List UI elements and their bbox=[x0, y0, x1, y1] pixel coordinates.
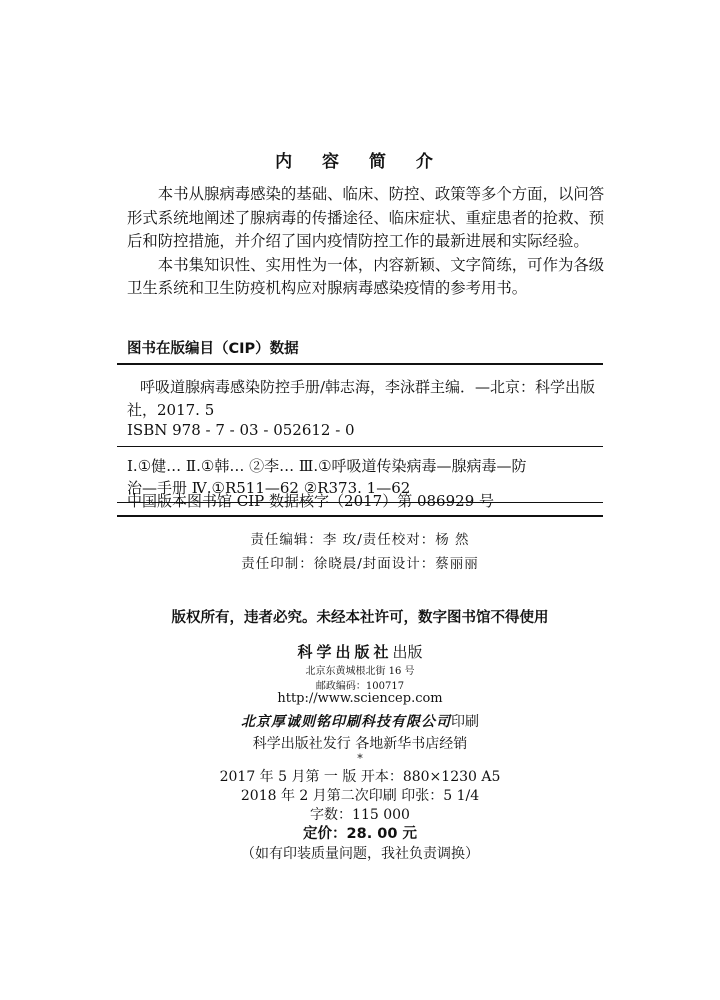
edition-line: 2017 年 5 月第 一 版 开本：880×1230 A5 bbox=[219, 769, 501, 785]
cip-heading: 图书在版编目（CIP）数据 bbox=[127, 341, 299, 357]
publisher-name: 科学出版社 bbox=[297, 643, 393, 661]
publisher-line bbox=[0, 641, 720, 662]
word-count: 字数：115 000 bbox=[310, 807, 410, 823]
cip-line: 社，2017. 5 bbox=[127, 401, 215, 419]
distribution-line: 科学出版社发行 各地新华书店经销 bbox=[252, 736, 468, 752]
publisher-suffix: 出版 bbox=[392, 643, 423, 661]
publisher-address: 北京东黄城根北街 16 号 bbox=[305, 666, 415, 677]
printer-suffix: 印刷 bbox=[451, 714, 479, 730]
copyright-notice: 版权所有，违者必究。未经本社许可，数字图书馆不得使用 bbox=[171, 610, 549, 626]
cip-top-rule bbox=[117, 363, 603, 365]
printer-line bbox=[0, 711, 720, 731]
cip-line: 呼吸道腺病毒感染防控手册/韩志海，李泳群主编．—北京：科学出版 bbox=[140, 378, 596, 396]
cip-line: Ⅰ.①健… Ⅱ.①韩… ②李… Ⅲ.①呼吸道传染病毒—腺病毒—防 bbox=[127, 457, 527, 475]
publisher-url: http://www.sciencep.com bbox=[277, 691, 443, 706]
printer-name: 北京厚诚则铭印刷科技有限公司 bbox=[241, 714, 451, 730]
cip-line: 中国版本图书馆 CIP 数据核字（2017）第 086929 号 bbox=[127, 492, 495, 510]
cip-line: ISBN 978 - 7 - 03 - 052612 - 0 bbox=[127, 421, 355, 439]
publisher-postcode: 邮政编码：100717 bbox=[315, 681, 405, 692]
summary-body bbox=[127, 183, 607, 301]
cip-divider bbox=[117, 446, 603, 447]
printing-line: 2018 年 2 月第二次印刷 印张：5 1/4 bbox=[240, 788, 480, 804]
summary-paragraph: 本书集知识性、实用性为一体，内容新颖、文字简练，可作为各级卫生系统和卫生防疫机构应对腺病毒感染疫情的参考用书。 bbox=[127, 255, 605, 297]
summary-paragraph: 本书从腺病毒感染的基础、临床、防控、政策等多个方面，以问答形式系统地阐述了腺病毒的传播途径、临床症状、重症患者的抢救、预后和防控措施，并介绍了国内疫情防控工作的最新进展和实际经验。 bbox=[127, 185, 605, 250]
editors-line: 责任印制：徐晓晨/封面设计：蔡丽丽 bbox=[241, 556, 479, 572]
summary-title: 内 容 简 介 bbox=[275, 152, 445, 172]
editors-line: 责任编辑：李 玫/责任校对：杨 然 bbox=[250, 532, 470, 548]
cip-bottom-rule bbox=[117, 515, 603, 517]
exchange-note: （如有印装质量问题，我社负责调换） bbox=[241, 846, 479, 862]
separator-star: * bbox=[357, 752, 363, 765]
price: 定价：28. 00 元 bbox=[303, 826, 417, 842]
cip-line: 治—手册 Ⅳ.①R511—62 ②R373. 1—62 bbox=[127, 479, 411, 497]
